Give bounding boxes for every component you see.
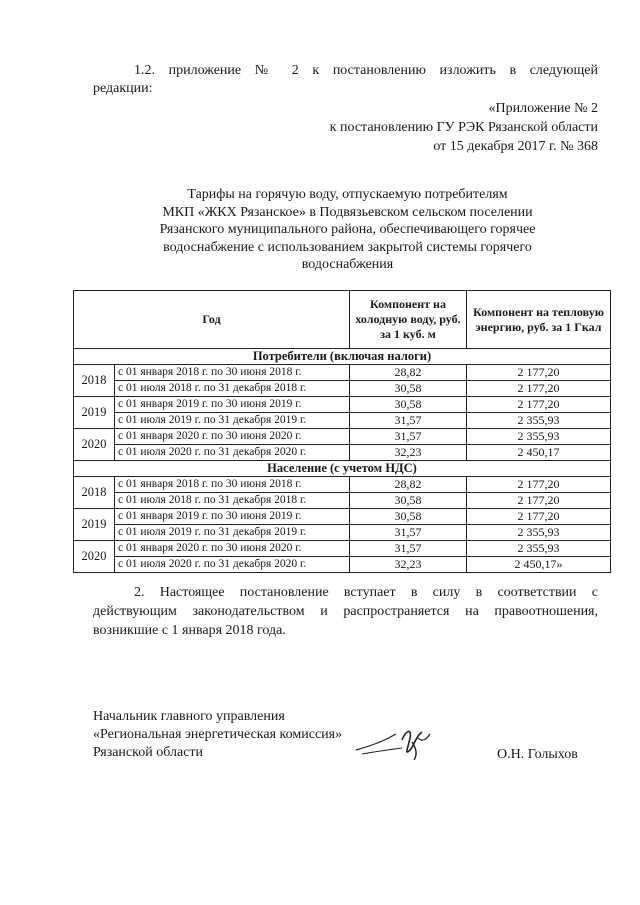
year-cell: 2020 — [74, 541, 115, 573]
heat-energy-value: 2 177,20 — [467, 477, 611, 493]
clause-2-line2: действующим законодательством и распространяется на правоотношения, — [93, 604, 598, 619]
table-row — [74, 557, 611, 573]
year-cell: 2020 — [74, 429, 115, 461]
appendix-header-line3: от 15 декабря 2017 г. № 368 — [433, 139, 598, 154]
signature-line3: Рязанской области — [93, 745, 204, 760]
heat-energy-value: 2 355,93 — [467, 413, 611, 429]
clause-2-line1: 2. Настоящее постановление вступает в силу в соответствии с — [134, 585, 598, 600]
heat-energy-value: 2 177,20 — [467, 397, 611, 413]
signature-line2: «Региональная энергетическая комиссия» — [93, 727, 343, 742]
header-cold-water: Компонент на холодную воду, руб. за 1 куб. м — [350, 291, 467, 349]
heat-energy-value: 2 177,20 — [467, 381, 611, 397]
period-cell: с 01 января 2019 г. по 30 июня 2019 г. — [115, 397, 350, 413]
table-group-row — [74, 461, 611, 477]
period-cell: с 01 января 2020 г. по 30 июня 2020 г. — [115, 429, 350, 445]
heat-energy-value: 2 177,20 — [467, 509, 611, 525]
period-cell: с 01 июля 2019 г. по 31 декабря 2019 г. — [115, 525, 350, 541]
table-row — [74, 445, 611, 461]
title-line4: водоснабжение с использованием закрытой системы горячего — [163, 239, 532, 255]
heat-energy-value: 2 355,93 — [467, 429, 611, 445]
period-cell: с 01 июля 2020 г. по 31 декабря 2020 г. — [115, 557, 350, 573]
table-row — [74, 477, 611, 493]
year-cell: 2019 — [74, 509, 115, 541]
appendix-header-line1: «Приложение № 2 — [488, 101, 598, 116]
clause-1-2-line2: редакции: — [93, 81, 153, 96]
period-cell: с 01 января 2018 г. по 30 июня 2018 г. — [115, 477, 350, 493]
cold-water-value: 30,58 — [350, 397, 467, 413]
cold-water-value: 28,82 — [350, 365, 467, 381]
table-row — [74, 493, 611, 509]
cold-water-value: 30,58 — [350, 493, 467, 509]
cold-water-value: 30,58 — [350, 381, 467, 397]
cold-water-value: 28,82 — [350, 477, 467, 493]
cold-water-value: 30,58 — [350, 509, 467, 525]
cold-water-value: 32,23 — [350, 445, 467, 461]
cold-water-value: 31,57 — [350, 429, 467, 445]
heat-energy-value: 2 355,93 — [467, 541, 611, 557]
title-line5: водоснабжения — [301, 257, 394, 272]
table-body — [74, 349, 611, 573]
header-year: Год — [74, 291, 350, 349]
cold-water-value: 31,57 — [350, 541, 467, 557]
signature-line1: Начальник главного управления — [93, 709, 285, 724]
year-cell: 2018 — [74, 365, 115, 397]
period-cell: с 01 июля 2020 г. по 31 декабря 2020 г. — [115, 445, 350, 461]
group-label: Население (с учетом НДС) — [74, 461, 611, 477]
period-cell: с 01 января 2020 г. по 30 июня 2020 г. — [115, 541, 350, 557]
signature-block — [93, 708, 342, 762]
period-cell: с 01 июля 2019 г. по 31 декабря 2019 г. — [115, 413, 350, 429]
table-group-row — [74, 349, 611, 365]
heat-energy-value: 2 450,17 — [467, 445, 611, 461]
table-row — [74, 429, 611, 445]
tariff-table — [73, 290, 611, 573]
heat-energy-value: 2 450,17» — [467, 557, 611, 573]
appendix-header — [238, 99, 598, 156]
heat-energy-value: 2 177,20 — [467, 493, 611, 509]
heat-energy-value: 2 355,93 — [467, 525, 611, 541]
period-cell: с 01 июля 2018 г. по 31 декабря 2018 г. — [115, 493, 350, 509]
document-title — [130, 186, 565, 274]
heat-energy-value: 2 177,20 — [467, 365, 611, 381]
table-row — [74, 541, 611, 557]
period-cell: с 01 января 2018 г. по 30 июня 2018 г. — [115, 365, 350, 381]
table-row — [74, 365, 611, 381]
clause-2-line3: возникшие с 1 января 2018 года. — [93, 623, 286, 638]
table-row — [74, 509, 611, 525]
cold-water-value: 32,23 — [350, 557, 467, 573]
header-heat-energy: Компонент на тепловую энергию, руб. за 1 Гкал — [467, 291, 611, 349]
year-cell: 2018 — [74, 477, 115, 509]
signatory-name: О.Н. Голыхов — [497, 747, 578, 762]
table-header-row — [74, 291, 611, 349]
table-row — [74, 525, 611, 541]
group-label: Потребители (включая налоги) — [74, 349, 611, 365]
title-line2: МКП «ЖКХ Рязанское» в Подвязьевском сельском поселении — [162, 204, 533, 220]
period-cell: с 01 января 2019 г. по 30 июня 2019 г. — [115, 509, 350, 525]
table-row — [74, 397, 611, 413]
title-line3: Рязанского муниципального района, обеспечивающего горячее — [159, 222, 536, 237]
period-cell: с 01 июля 2018 г. по 31 декабря 2018 г. — [115, 381, 350, 397]
handwritten-signature — [352, 720, 442, 762]
cold-water-value: 31,57 — [350, 413, 467, 429]
title-line1: Тарифы на горячую воду, отпускаемую потребителям — [187, 187, 508, 202]
appendix-header-line2: к постановлению ГУ РЭК Рязанской области — [329, 120, 598, 135]
cold-water-value: 31,57 — [350, 525, 467, 541]
table-row — [74, 381, 611, 397]
clause-1-2-line1: 1.2. приложение № 2 к постановлению изложить в следующей — [134, 63, 598, 78]
year-cell: 2019 — [74, 397, 115, 429]
table-row — [74, 413, 611, 429]
